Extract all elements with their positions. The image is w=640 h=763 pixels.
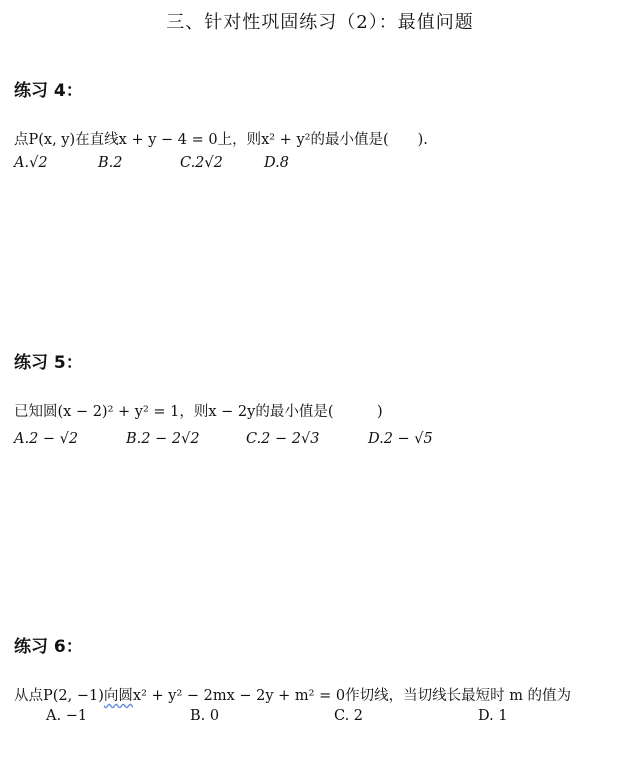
exercise-4-question: 点P(x, y)在直线x + y − 4 = 0上，则x² + y²的最小值是( ). — [14, 132, 428, 148]
exercise-5-option-b: B.2 − 2√2 — [126, 431, 200, 447]
exercise-4-option-b: B.2 — [98, 155, 123, 171]
exercise-4-option-c: C.2√2 — [180, 155, 223, 171]
exercise-5-option-a: A.2 − √2 — [14, 431, 79, 447]
exercise-4-option-d: D.8 — [264, 155, 289, 171]
exercise-5-option-d: D.2 − √5 — [368, 431, 433, 447]
exercise-5-question: 已知圆(x − 2)² + y² = 1，则x − 2y的最小值是( ) — [14, 404, 383, 420]
exercise-6-option-c: C. 2 — [334, 708, 364, 724]
exercise-5-option-c: C.2 − 2√3 — [246, 431, 320, 447]
exercise-6-heading: 练习 6： — [14, 637, 83, 657]
exercise-4-heading: 练习 4： — [14, 81, 83, 101]
exercise-6-question-underlined: 向圆 — [103, 688, 133, 704]
exercise-6-question-suffix: x² + y² − 2mx − 2y + m² = 0作切线，当切线长最短时 m 的值为 — [132, 688, 572, 704]
exercise-6-option-a: A. −1 — [46, 708, 88, 724]
exercise-6-option-d: D. 1 — [478, 708, 508, 724]
exercise-4-option-a: A.√2 — [14, 155, 48, 171]
exercise-5-heading: 练习 5： — [14, 353, 83, 373]
page-title: 三、针对性巩固练习（2）：最值问题 — [166, 12, 474, 33]
exercise-6-option-b: B. 0 — [190, 708, 220, 724]
exercise-6-question-prefix: 从点P(2, −1) — [14, 688, 104, 704]
exercise-6-question — [14, 684, 571, 705]
